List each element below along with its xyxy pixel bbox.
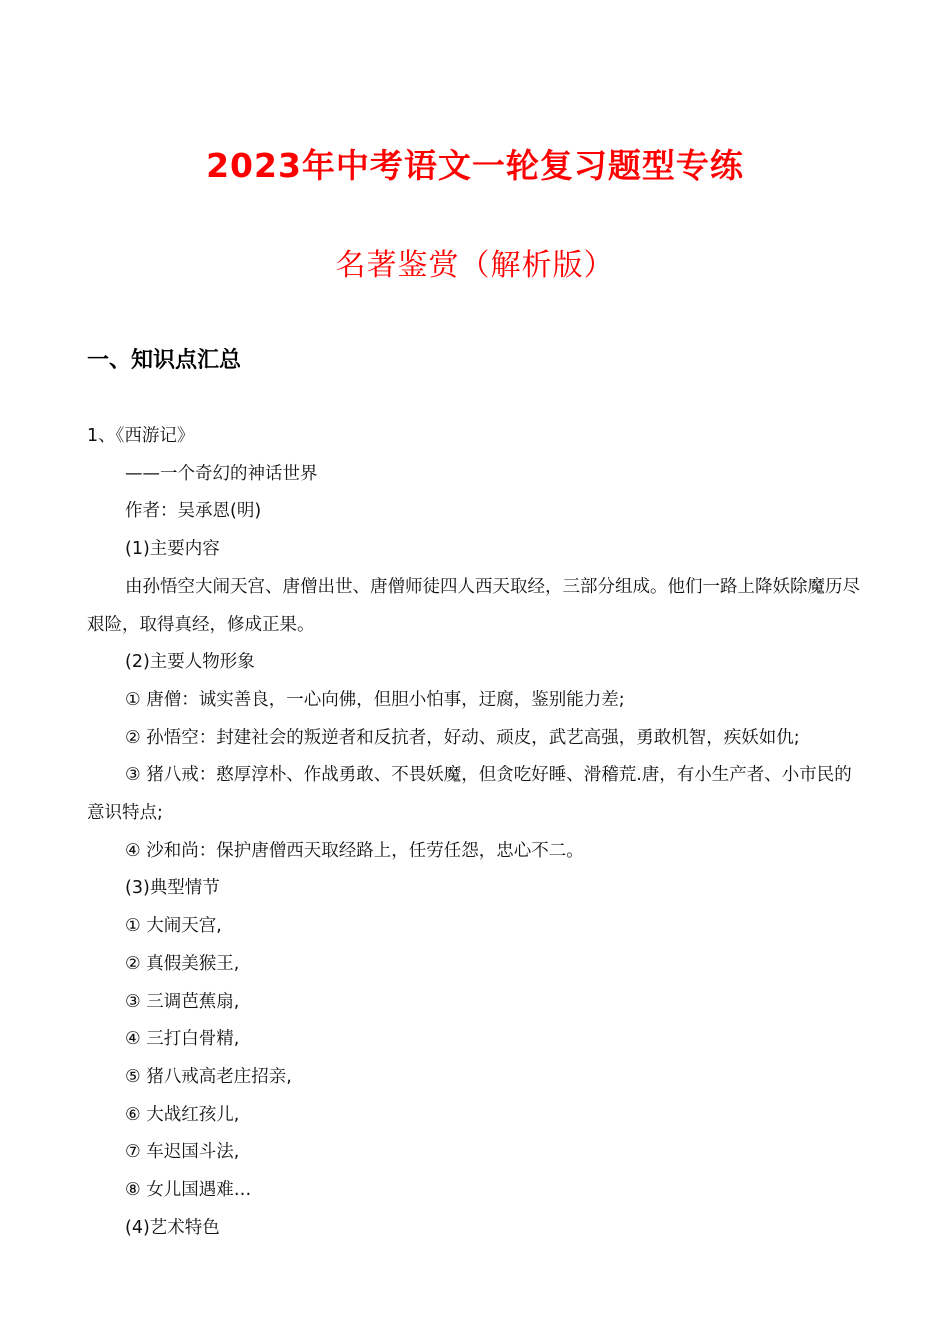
character-item: ② 孙悟空：封建社会的叛逆者和反抗者，好动、顽皮，武艺高强，勇敢机智，疾妖如仇;	[125, 727, 800, 748]
plot-item: ⑧ 女儿国遇难…	[125, 1180, 252, 1201]
document-title: 2023年中考语文一轮复习题型专练	[206, 146, 744, 185]
plot-item: ① 大闹天宫,	[125, 916, 222, 937]
character-item: ① 唐僧：诚实善良，一心向佛，但胆小怕事，迂腐，鉴别能力差;	[125, 689, 625, 710]
part1-text: 由孙悟空大闹天宫、唐僧出世、唐僧师徒四人西天取经，三部分组成。他们一路上降妖除魔历尽艰险，取得真经，修成正果。	[87, 576, 860, 635]
plot-item: ③ 三调芭蕉扇,	[125, 991, 240, 1012]
character-item: ④ 沙和尚：保护唐僧西天取经路上，任劳任怨，忠心不二。	[125, 840, 584, 861]
document-subtitle: 名著鉴赏（解析版）	[335, 248, 615, 283]
plot-item: ④ 三打白骨精,	[125, 1029, 240, 1050]
section-heading: 一、知识点汇总	[87, 348, 242, 373]
plot-item: ⑤ 猪八戒高老庄招亲,	[125, 1066, 292, 1087]
plot-item: ② 真假美猴王,	[125, 953, 240, 974]
part2-heading: (2)主要人物形象	[125, 652, 255, 673]
plot-item: ⑦ 车迟国斗法,	[125, 1142, 240, 1163]
part4-heading: (4)艺术特色	[125, 1217, 220, 1238]
document-body	[87, 418, 865, 1247]
author-line: 作者：吴承恩(明)	[125, 501, 262, 522]
part3-heading: (3)典型情节	[125, 878, 220, 899]
part1-heading: (1)主要内容	[125, 539, 220, 560]
item-number: 1、《西游记》	[87, 426, 195, 446]
tagline: ——一个奇幻的神话世界	[125, 463, 318, 484]
plot-item: ⑥ 大战红孩儿,	[125, 1104, 240, 1125]
character-item: ③ 猪八戒：憨厚淳朴、作战勇敢、不畏妖魔，但贪吃好睡、滑稽荒.唐，有小生产者、小市民的意识特点;	[87, 765, 852, 824]
